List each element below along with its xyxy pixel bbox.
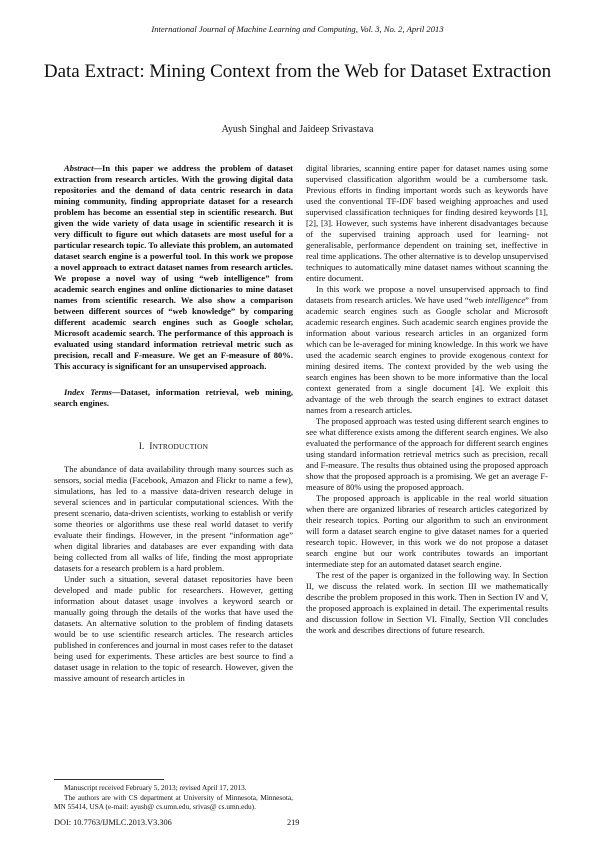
- body-text: ” from academic search engines such as Google scholar and Microsoft academic research engines. Such academic search engines provide the information about various research articles in an organized form which can be le-averaged for mining knowledge. In this work we have used the academic search engines to provide exogenous context for mining desired items. The context provided by the web using the search engines has been shown to be more informative than the local context generated from a single document [4]. We exploit this advantage of the web through the search engines to extract dataset names from a research articles.: [306, 295, 548, 415]
- paper-title: Data Extract: Mining Context from the Web for Dataset Extraction: [43, 61, 552, 82]
- body-paragraph: The rest of the paper is organized in the following way. In Section II, we discuss the related work. In section III we mathematically describe the problem proposed in this work. Then in Section IV and V, the proposed approach is explained in detail. The experimental results and discussion follow in Section VI. Finally, Section VII concludes the work and describes directions of future research.: [306, 570, 548, 635]
- author-list: Ayush Singhal and Jaideep Srivastava: [221, 124, 374, 135]
- section-title-initial: I: [149, 441, 153, 451]
- running-head: International Journal of Machine Learning and Computing, Vol. 3, No. 2, April 2013: [151, 24, 444, 34]
- left-column: [54, 163, 293, 684]
- abstract-text: —In this paper we address the problem of dataset extraction from research articles. With the growing digital data repositories and the demand of data centric research in data mining community, finding appropriate dataset for a research problem has become an essential step in scientific research. But given the wide variety of data usage in scientific research it is very difficult to figure out which datasets are most useful for a particular research topic. To alleviate this problem, an automated dataset search engine is a powerful tool. In this work we propose a novel approach to extract dataset names from research articles. We propose a novel way of using “web intelligence” from academic search engines and online dictionaries to mine dataset names from scientific research. We also show a comparison between different sources of “web knowledge” by comparing different academic search engines such as Google scholar, Microsoft academic search. The performance of this approach is evaluated using standard information retrieval metric such as precision, recall and F-measure. We get an F-measure of 80%. This accuracy is significant for an unsupervised approach.: [54, 163, 293, 371]
- footnote: The authors are with CS department at University of Minnesota, Minnesota, MN 55414, USA (e-mail: ayush@ cs.umn.edu, srivas@ cs.umn.edu).: [54, 792, 293, 811]
- right-column: [306, 163, 548, 636]
- page-number: 219: [287, 818, 300, 827]
- body-paragraph: The proposed approach is applicable in the real world situation when there are organized libraries of research articles categorized by their research topics. Porting our algorithm to such an environment will form a dataset search engine to give dataset names for a queried research topic. However, in this work we do not propose a dataset search engine but our work contributes towards an important intermediate step for an automated dataset search engine.: [306, 493, 548, 569]
- section-number: I.: [138, 441, 145, 451]
- intro-paragraph: Under such a situation, several dataset repositories have been developed and made public for researchers. However, getting information about dataset usage involves a keyword search or manually going through the details of the works that have used the datasets. An alternative solution to the problem of finding datasets would be to use scientific research articles. The research articles published in conferences and journal in most cases refer to the dataset being used for experiments. These articles are best source to find a dataset usage in relation to the topic of research. However, given the massive amount of research articles in: [54, 574, 293, 683]
- index-terms-text: —Dataset, information retrieval, web mining, search engines.: [54, 387, 293, 408]
- abstract-lead: Abstract: [64, 163, 94, 173]
- body-text: In this work we propose a novel unsupervised approach to find datasets from research articles. We have used “web: [306, 284, 548, 305]
- footnote-divider: [54, 779, 164, 780]
- section-heading-introduction: [54, 441, 293, 452]
- body-paragraph: [306, 284, 548, 416]
- index-terms-lead: Index Terms: [64, 387, 112, 397]
- abstract: [54, 163, 293, 372]
- footnotes: [54, 783, 293, 812]
- section-title-rest: NTRODUCTION: [152, 442, 209, 451]
- body-paragraph: digital libraries, scanning entire paper for dataset names using some supervised classification algorithm would be a cumbersome task. Previous efforts in finding important words such as keywords have used the conventional TF-IDF based weighing approaches and used supervised classification techniques for finding desired keywords [1], [2], [3]. However, such systems have inherent disadvantages because of the supervised training approach used for learning- not generalisable, performance dependent on training set, ineffective in real time applications. The other alternative is to develop unsupervised techniques to automatically mine dataset names without scanning the entire document.: [306, 163, 548, 283]
- emphasized-term: intelligence: [485, 295, 526, 305]
- body-paragraph: The proposed approach was tested using different search engines to see what difference exists among the different search engines. We also evaluated the performance of the approach for different search engines using standard information retrieval metrics such as precision, recall and F-measure. The results thus obtained using the proposed approach show that the proposed approach is a promising. We get an average F-measure of 80% using the proposed approach.: [306, 416, 548, 492]
- intro-paragraph: The abundance of data availability through many sources such as sensors, social media (Facebook, Amazon and Flickr to name a few), simulations, has led to a massive data-driven research deluge in several sciences and in particular computational sciences. With the present scenario, data-driven scientists, working to establish or verify some theories or algorithms use these real world dataset to verify evaluate their findings. However, in the present “information age” when digital libraries and databases are ever expanding with data being collected from all walks of life, finding the most appropriate datasets for a research problem is a hard problem.: [54, 464, 293, 573]
- index-terms: [54, 387, 293, 409]
- footnote: Manuscript received February 5, 2013; revised April 17, 2013.: [64, 783, 247, 792]
- doi: DOI: 10.7763/IJMLC.2013.V3.306: [54, 818, 172, 827]
